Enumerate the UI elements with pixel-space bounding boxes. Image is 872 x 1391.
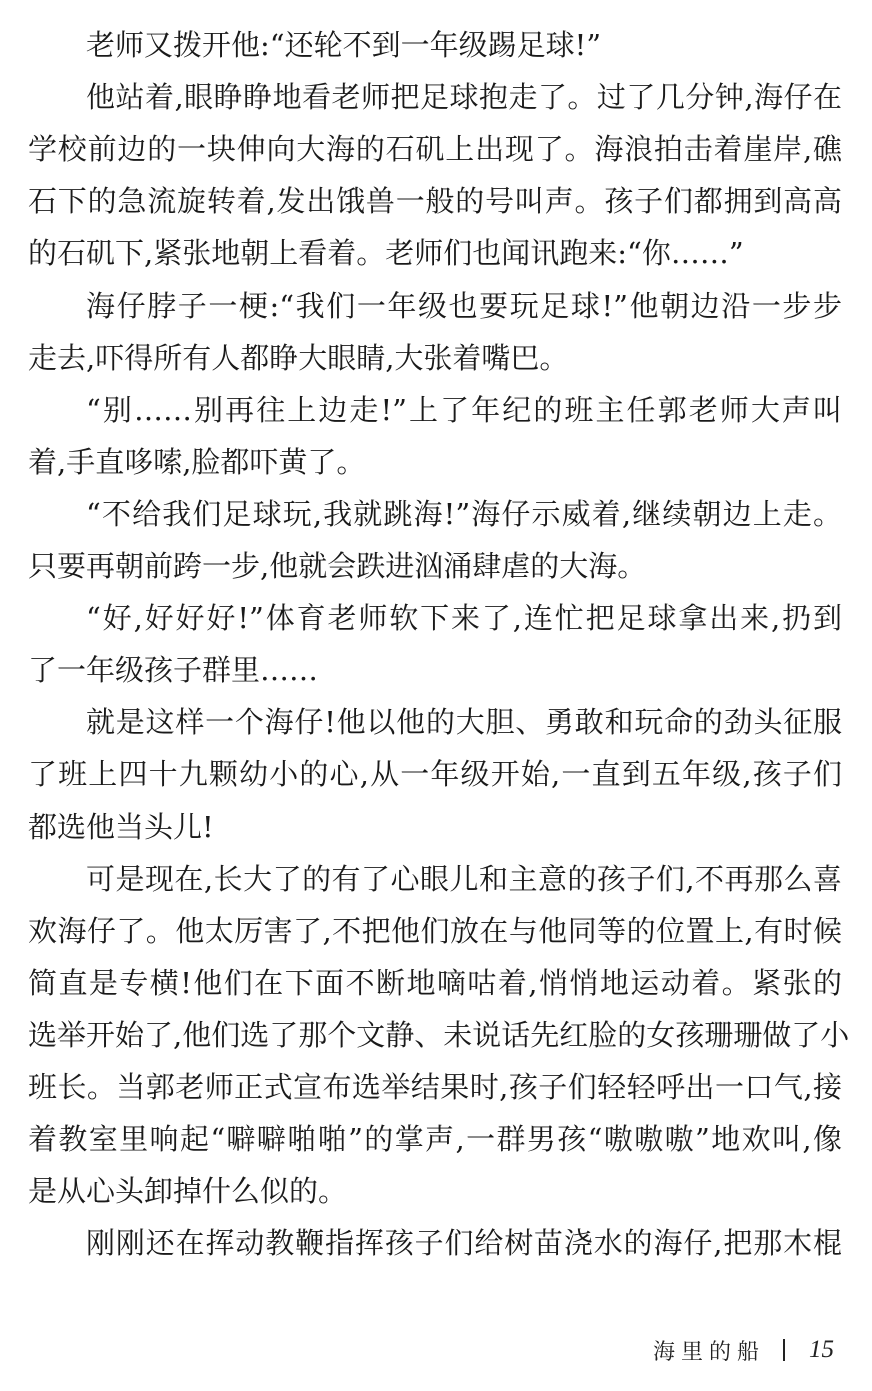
text-line: 欢海仔了。他太厉害了,不把他们放在与他同等的位置上,有时候	[28, 913, 842, 948]
text-line: 石下的急流旋转着,发出饿兽一般的号叫声。孩子们都拥到高高	[28, 184, 842, 219]
text-line: 只要再朝前跨一步,他就会跌进汹涌肆虐的大海。	[28, 549, 647, 583]
text-line: 班长。当郭老师正式宣布选举结果时,孩子们轻轻呼出一口气,接	[28, 1070, 842, 1104]
text-line: 简直是专横!他们在下面不断地嘀咕着,悄悄地运动着。紧张的	[28, 965, 842, 1000]
text-line: 老师又拨开他:“还轮不到一年级踢足球!”	[86, 28, 602, 62]
text-line: 就是这样一个海仔!他以他的大胆、勇敢和玩命的劲头征服	[86, 705, 842, 740]
text-line: 都选他当头儿!	[28, 809, 214, 844]
page-number: 15	[809, 1336, 834, 1363]
text-line: 可是现在,长大了的有了心眼儿和主意的孩子们,不再那么喜	[86, 861, 842, 896]
text-line: 着教室里响起“噼噼啪啪”的掌声,一群男孩“嗷嗷嗷”地欢叫,像	[28, 1122, 842, 1157]
text-line: 是从心头卸掉什么似的。	[28, 1174, 348, 1209]
text-line: 了班上四十九颗幼小的心,从一年级开始,一直到五年级,孩子们	[28, 757, 842, 792]
text-line: 走去,吓得所有人都睁大眼睛,大张着嘴巴。	[28, 340, 569, 375]
text-line: 选举开始了,他们选了那个文静、未说话先红脸的女孩珊珊做了小	[28, 1017, 850, 1052]
text-line: 他站着,眼睁睁地看老师把足球抱走了。过了几分钟,海仔在	[86, 80, 842, 115]
text-line: 学校前边的一块伸向大海的石矶上出现了。海浪拍击着崖岸,礁	[28, 132, 842, 167]
text-line: 的石矶下,紧张地朝上看着。老师们也闻讯跑来:“你……”	[28, 236, 744, 271]
text-line: 着,手直哆嗦,脸都吓黄了。	[28, 444, 366, 479]
text-line: 刚刚还在挥动教鞭指挥孩子们给树苗浇水的海仔,把那木棍	[86, 1226, 842, 1261]
running-title: 海里的船	[652, 1339, 765, 1365]
page-footer	[653, 1332, 834, 1368]
text-line: 海仔脖子一梗:“我们一年级也要玩足球!”他朝边沿一步步	[86, 288, 842, 323]
footer-divider	[783, 1339, 785, 1361]
text-line: 了一年级孩子群里……	[28, 653, 319, 688]
text-line: “别……别再往上边走!”上了年纪的班主任郭老师大声叫	[86, 392, 842, 427]
text-line: “不给我们足球玩,我就跳海!”海仔示威着,继续朝边上走。	[86, 496, 842, 531]
text-line: “好,好好好!”体育老师软下来了,连忙把足球拿出来,扔到	[86, 601, 842, 636]
